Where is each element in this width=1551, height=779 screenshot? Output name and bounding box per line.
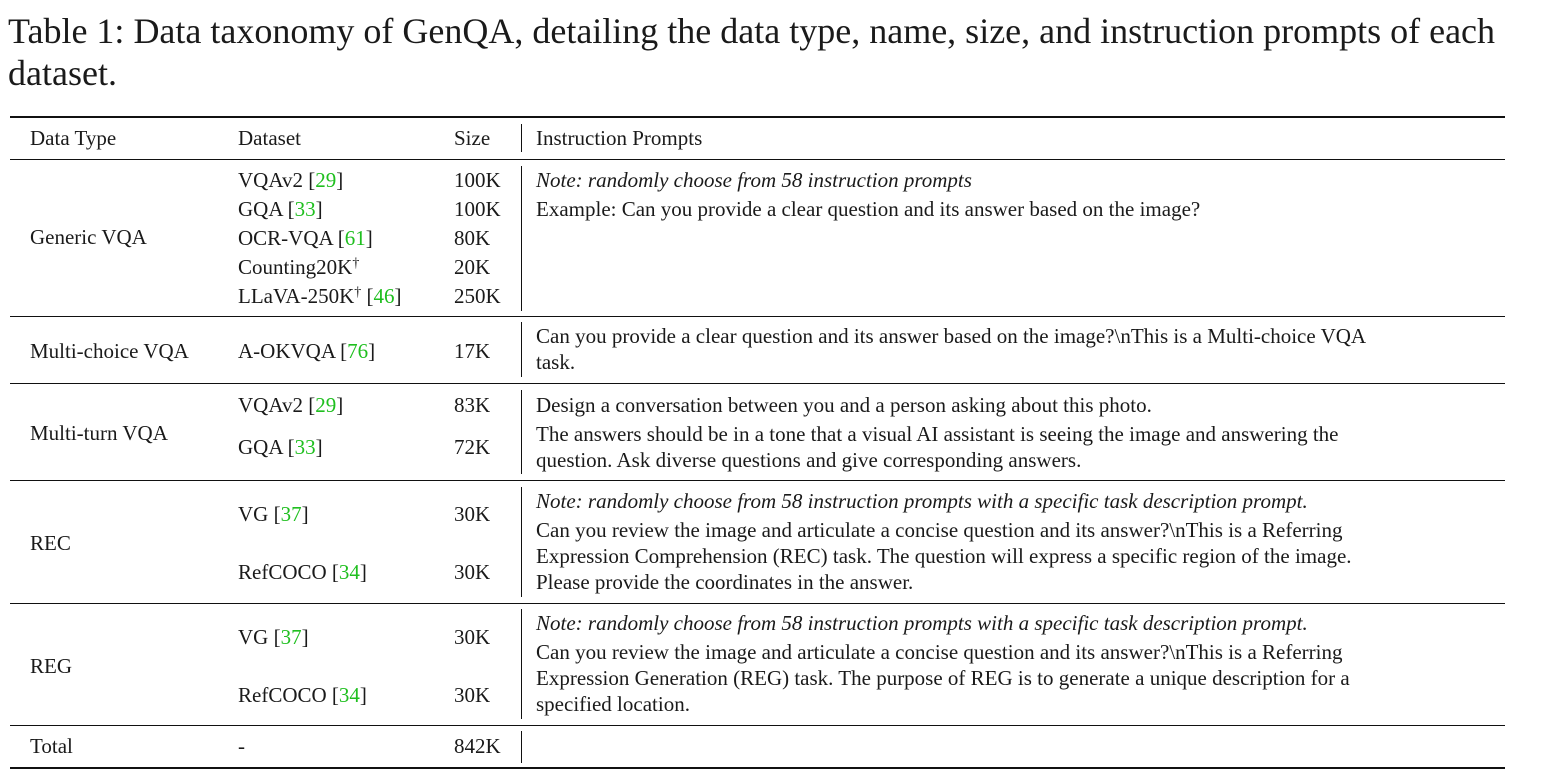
dataset-name: VG [37] (238, 625, 309, 649)
prompt-note: Note: randomly choose from 58 instruction prompts (536, 168, 972, 192)
prompt-line: Expression Comprehension (REC) task. The question will express a specific region of the image. (536, 544, 1352, 568)
prompt-line: Can you provide a clear question and its answer based on the image?\nThis is a Multi-choice VQA (536, 324, 1367, 348)
column-separator (521, 124, 522, 152)
data-type-label: REC (30, 531, 71, 555)
dataset-size: 100K (454, 168, 501, 192)
dataset-size: 83K (454, 393, 491, 417)
group-rule (10, 383, 1505, 384)
prompt-line: Design a conversation between you and a person asking about this photo. (536, 393, 1152, 417)
dataset-size: 30K (454, 502, 491, 526)
table-caption: Table 1: Data taxonomy of GenQA, detailing the data type, name, size, and instruction prompts of each dataset. (8, 11, 1496, 93)
citation-link[interactable]: 34 (338, 560, 360, 584)
column-separator (521, 166, 522, 311)
citation-link[interactable]: 29 (315, 393, 337, 417)
dataset-size: 30K (454, 560, 491, 584)
data-type-label: Multi-turn VQA (30, 421, 168, 445)
column-separator (521, 731, 522, 763)
group-rule (10, 603, 1505, 604)
prompt-line: Expression Generation (REG) task. The purpose of REG is to generate a unique description for a (536, 666, 1350, 690)
header-dataset: Dataset (238, 126, 301, 150)
group-rule (10, 725, 1505, 726)
header-size: Size (454, 126, 491, 150)
prompt-line: Please provide the coordinates in the answer. (536, 570, 914, 594)
total-size: 842K (454, 734, 501, 758)
citation-link[interactable]: 76 (347, 339, 369, 363)
header-rule (10, 159, 1505, 160)
dataset-name: RefCOCO [34] (238, 560, 367, 584)
citation-link[interactable]: 37 (280, 625, 302, 649)
citation-link[interactable]: 37 (280, 502, 302, 526)
prompt-line: task. (536, 350, 576, 374)
dataset-name: Counting20K† (238, 255, 360, 279)
data-type-label: Multi-choice VQA (30, 339, 189, 363)
prompt-note: Note: randomly choose from 58 instruction prompts with a specific task description prompt. (536, 611, 1308, 635)
total-dataset: - (238, 734, 245, 758)
dataset-name: VQAv2 [29] (238, 168, 344, 192)
prompt-line: question. Ask diverse questions and give corresponding answers. (536, 448, 1082, 472)
dataset-size: 72K (454, 435, 491, 459)
dataset-size: 30K (454, 625, 491, 649)
dataset-size: 20K (454, 255, 491, 279)
prompt-line: The answers should be in a tone that a visual AI assistant is seeing the image and answering the (536, 422, 1339, 446)
dataset-size: 100K (454, 197, 501, 221)
group-rule (10, 316, 1505, 317)
citation-link[interactable]: 34 (338, 683, 360, 707)
citation-link[interactable]: 61 (344, 226, 366, 250)
dataset-name: LLaVA-250K† [46] (238, 284, 402, 308)
dataset-name: GQA [33] (238, 435, 323, 459)
column-separator (521, 487, 522, 597)
dataset-size: 17K (454, 339, 491, 363)
citation-link[interactable]: 33 (294, 435, 316, 459)
column-separator (521, 322, 522, 377)
dagger-mark: † (352, 256, 360, 271)
dataset-name: VQAv2 [29] (238, 393, 344, 417)
header-instruction-prompts: Instruction Prompts (536, 126, 703, 150)
dataset-size: 30K (454, 683, 491, 707)
column-separator (521, 390, 522, 474)
citation-link[interactable]: 46 (373, 284, 395, 308)
header-data-type: Data Type (30, 126, 117, 150)
prompt-note: Note: randomly choose from 58 instruction prompts with a specific task description prompt. (536, 489, 1308, 513)
prompt-line: Can you review the image and articulate a concise question and its answer?\nThis is a Referring (536, 518, 1343, 542)
data-type-label: Generic VQA (30, 225, 147, 249)
dataset-name: OCR-VQA [61] (238, 226, 373, 250)
dataset-name: VG [37] (238, 502, 309, 526)
dataset-name: GQA [33] (238, 197, 323, 221)
dataset-size: 250K (454, 284, 501, 308)
dataset-name: RefCOCO [34] (238, 683, 367, 707)
group-rule (10, 480, 1505, 481)
prompt-line: specified location. (536, 692, 690, 716)
data-type-label: REG (30, 654, 72, 678)
dataset-size: 80K (454, 226, 491, 250)
citation-link[interactable]: 29 (315, 168, 337, 192)
prompt-line: Example: Can you provide a clear question and its answer based on the image? (536, 197, 1201, 221)
citation-link[interactable]: 33 (294, 197, 316, 221)
total-label: Total (30, 734, 73, 758)
dagger-mark: † (354, 285, 362, 300)
dataset-name: A-OKVQA [76] (238, 339, 376, 363)
top-rule (10, 116, 1505, 118)
column-separator (521, 609, 522, 719)
prompt-line: Can you review the image and articulate a concise question and its answer?\nThis is a Referring (536, 640, 1343, 664)
bottom-rule (10, 767, 1505, 769)
